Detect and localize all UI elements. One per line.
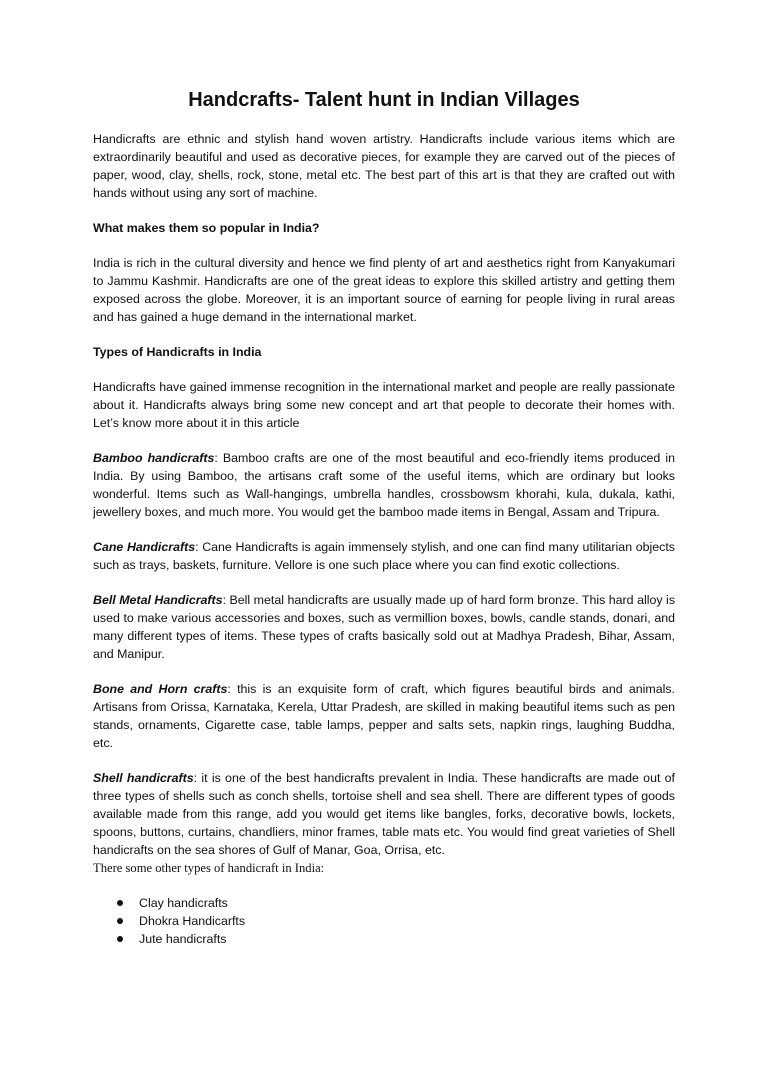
- intro-paragraph: Handicrafts are ethnic and stylish hand woven artistry. Handicrafts include various items which are extraordinarily beautiful and used as decorative pieces, for example they are carved out of the pieces of paper, wood, clay, shells, rock, stone, metal etc. The best part of this art is that they are crafted out with hands without using any sort of machine.: [93, 132, 675, 200]
- bamboo-term: Bamboo handicrafts: [93, 451, 215, 465]
- page-title: Handcrafts- Talent hunt in Indian Villages: [188, 89, 580, 111]
- bone-horn-description: : this is an exquisite form of craft, which figures beautiful birds and animals. Artisans from Orissa, Karnataka, Kerela, Uttar Pradesh, are skilled in making beautiful items such as pen stands, ornaments, Cigarette case, table lamps, pepper and salts sets, napkin rings, laughing Buddha, etc.: [93, 682, 675, 750]
- bamboo-paragraph: [93, 449, 675, 521]
- bell-metal-term: Bell Metal Handicrafts: [93, 593, 223, 607]
- cane-description: : Cane Handicrafts is again immensely stylish, and one can find many utilitarian objects such as trays, baskets, furniture. Vellore is one such place where you can find exotic collections.: [93, 540, 675, 572]
- cane-term: Cane Handicrafts: [93, 540, 196, 554]
- other-types-list: [93, 894, 675, 948]
- section-heading-types: Types of Handicrafts in India: [93, 345, 262, 359]
- shell-paragraph: [93, 769, 675, 859]
- bullet-icon: [117, 918, 123, 924]
- document-page: [93, 88, 675, 948]
- list-item: [111, 894, 675, 912]
- shell-description: : it is one of the best handicrafts prevalent in India. These handicrafts are made out of three types of shells such as conch shells, tortoise shell and sea shell. There are different types of goods available made from this range, add you would get items like bangles, forks, decorative bowls, lockets, spoons, buttons, curtains, chandliers, minor frames, table mats etc. You would find great varieties of Shell handicrafts on the sea shores of Gulf of Manar, Goa, Orrisa, etc.: [93, 771, 676, 857]
- bone-horn-paragraph: [93, 680, 675, 752]
- bullet-icon: [117, 936, 123, 942]
- shell-term: Shell handicrafts: [93, 771, 194, 785]
- list-item: [111, 930, 675, 948]
- list-item-label: Jute handicrafts: [139, 932, 227, 946]
- bell-metal-paragraph: [93, 591, 675, 663]
- list-item-label: Dhokra Handicarfts: [139, 914, 246, 928]
- bullet-icon: [117, 900, 123, 906]
- cane-paragraph: [93, 538, 675, 574]
- section-heading-popularity: What makes them so popular in India?: [93, 221, 320, 235]
- bamboo-description: : Bamboo crafts are one of the most beautiful and eco-friendly items produced in India. By using Bamboo, the artisans craft some of the useful items, which are ordinary but looks wonderful. Items such as Wall-hangings, umbrella handles, crossbowsm khorahi, kula, dukala, kathi, jewellery boxes, and much more. You would get the bamboo made items in Bengal, Assam and Tripura.: [93, 451, 675, 519]
- bone-horn-term: Bone and Horn crafts: [93, 682, 228, 696]
- types-intro-paragraph: Handicrafts have gained immense recognition in the international market and people are really passionate about it. Handicrafts always bring some new concept and art that people to decorate their homes with. Let’s know more about it in this article: [93, 380, 675, 430]
- popularity-paragraph: India is rich in the cultural diversity and hence we find plenty of art and aesthetics right from Kanyakumari to Jammu Kashmir. Handicrafts are one of the great ideas to explore this skilled artistry and getting them exposed across the globe. Moreover, it is an important source of earning for people living in rural areas and has gained a huge demand in the international market.: [93, 256, 675, 324]
- list-item-label: Clay handicrafts: [139, 896, 228, 910]
- bell-metal-description: : Bell metal handicrafts are usually made up of hard form bronze. This hard alloy is used to make various accessories and boxes, such as vermillion boxes, bowls, candle stands, donari, and many different types of items. These types of crafts basically sold out at Madhya Pradesh, Bihar, Assam, and Manipur.: [93, 593, 676, 661]
- other-types-intro: There some other types of handicraft in India:: [93, 861, 325, 875]
- list-item: [111, 912, 675, 930]
